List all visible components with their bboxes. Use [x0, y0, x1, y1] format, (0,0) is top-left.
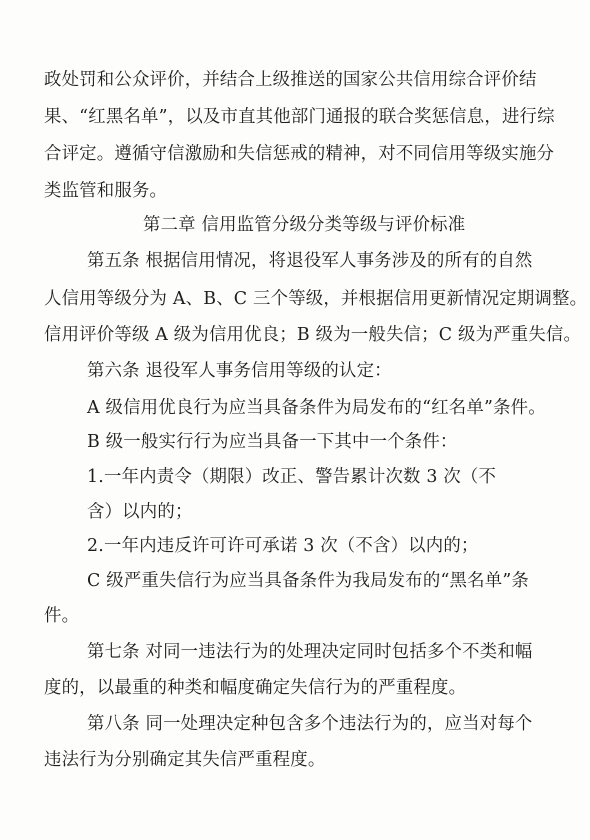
- condition-2-line: 2.一年内违反许可许可承诺 3 次（不含）以内的；: [87, 536, 479, 556]
- text-line-4: 类监管和服务。: [44, 181, 168, 201]
- grade-c-line-1: C 级严重失信行为应当具备条件为我局发布的“黑名单”条: [87, 571, 530, 591]
- article-6-heading: 第六条 退役军人事务信用等级的认定：: [87, 361, 392, 381]
- chapter-heading: 第二章 信用监管分级分类等级与评价标准: [143, 215, 466, 235]
- text-line-2: 果、“红黑名单”，以及市直其他部门通报的联合奖惩信息，进行综: [44, 107, 555, 127]
- article-7-line-2: 度的，以最重的种类和幅度确定失信行为的严重程度。: [44, 678, 467, 698]
- condition-1-line-2: 含）以内的；: [87, 502, 193, 522]
- article-5-line-1: 第五条 根据信用情况，将退役军人事务涉及的所有的自然: [87, 251, 533, 271]
- article-7-line-1: 第七条 对同一违法行为的处理决定同时包括多个不类和幅: [87, 642, 533, 662]
- text-line-3: 合评定。遵循守信激励和失信惩戒的精神，对不同信用等级实施分: [44, 144, 555, 164]
- article-8-line-2: 违法行为分别确定其失信严重程度。: [44, 750, 326, 770]
- article-8-line-1: 第八条 同一处理决定种包含多个违法行为的，应当对每个: [87, 714, 533, 734]
- grade-b-line: B 级一般实行行为应当具备一下其中一个条件：: [87, 432, 458, 452]
- grade-c-line-2: 件。: [44, 606, 80, 626]
- grade-a-line: A 级信用优良行为应当具备条件为局发布的“红名单”条件。: [87, 398, 546, 418]
- condition-1-line-1: 1.一年内责令（期限）改正、警告累计次数 3 次（不: [87, 467, 497, 487]
- article-5-line-2: 人信用等级分为 A、B、C 三个等级，并根据信用更新情况定期调整。: [44, 289, 588, 309]
- text-line-1: 政处罚和公众评价，并结合上级推送的国家公共信用综合评价结: [44, 70, 537, 90]
- article-5-line-3: 信用评价等级 A 级为信用优良；B 级为一般失信；C 级为严重失信。: [44, 325, 582, 345]
